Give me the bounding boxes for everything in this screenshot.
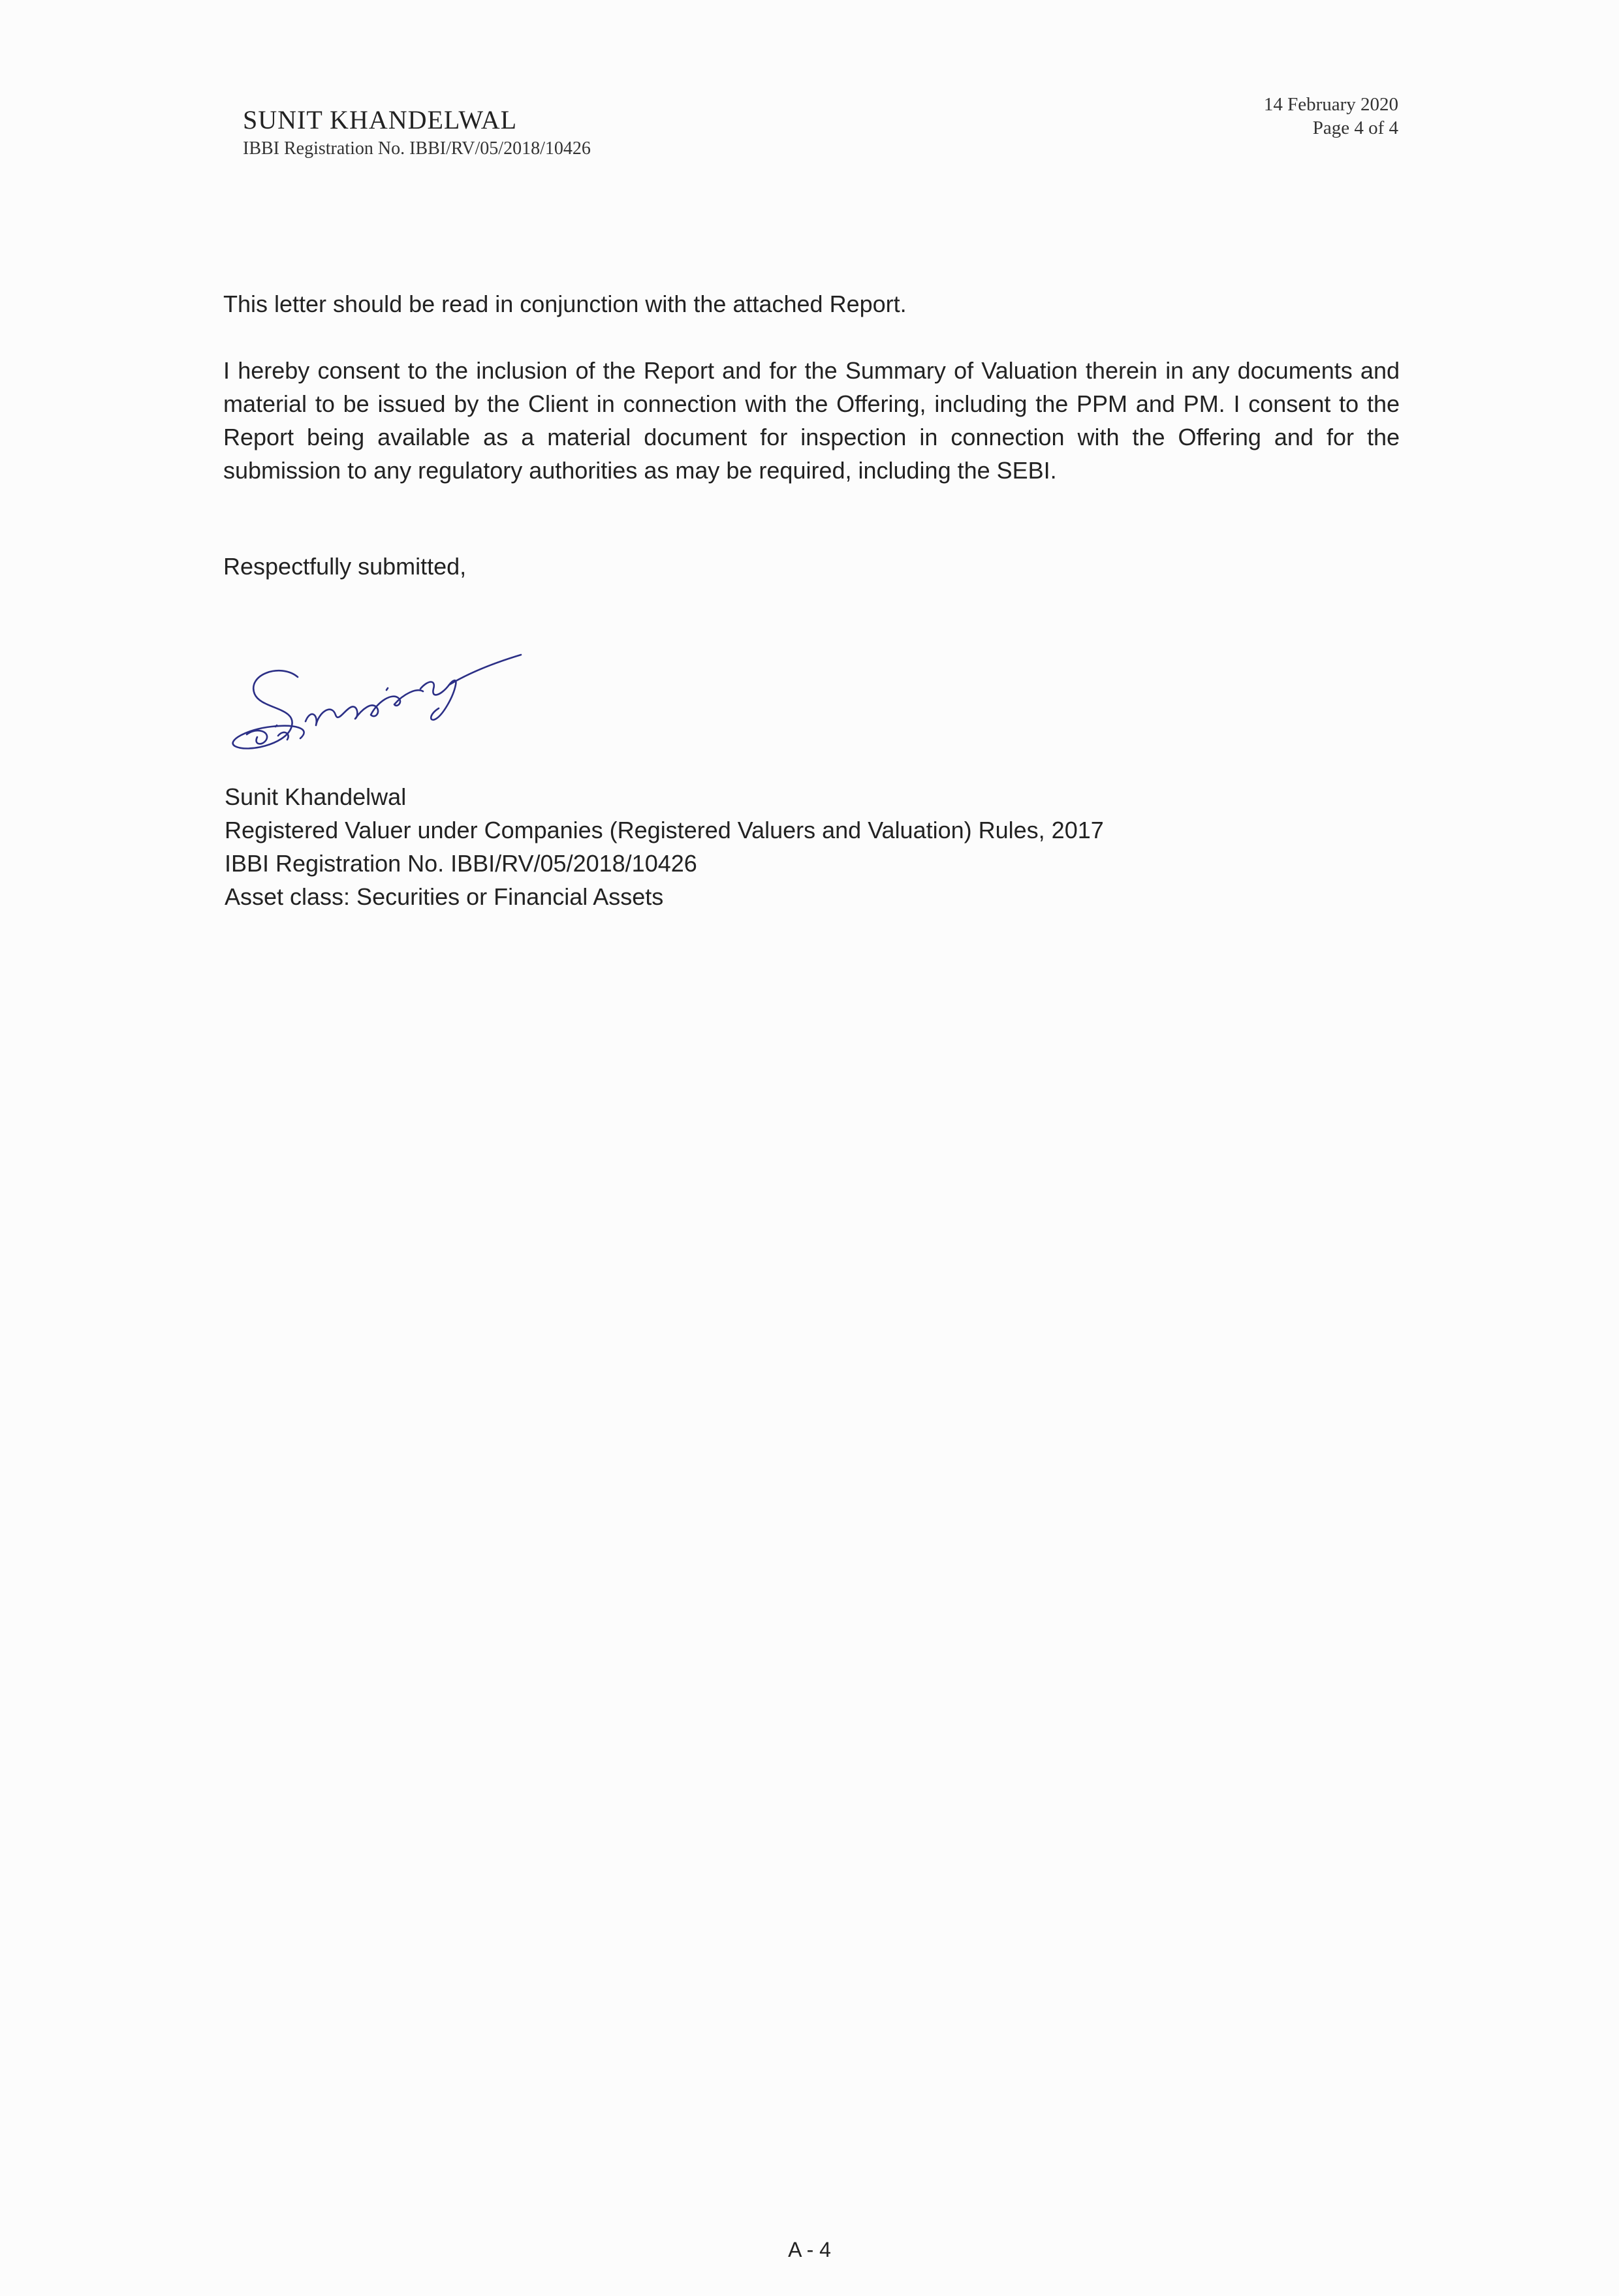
handwritten-signature <box>221 617 560 774</box>
signatory-title: Registered Valuer under Companies (Registered Valuers and Valuation) Rules, 2017 <box>225 817 1104 843</box>
paragraph-consent: I hereby consent to the inclusion of the Report and for the Summary of Valuation therein in any documents and material to be issued by the Client in connection with the Offering, including the PPM and PM. I consent to the Report being available as a material document for inspection in connection with the Offering and for the submission to any regulatory authorities as may be required, including the SEBI. <box>223 357 1400 484</box>
page-number: Page 4 of 4 <box>1312 118 1398 138</box>
signatory-name: Sunit Khandelwal <box>225 783 407 810</box>
signatory-block <box>225 780 1104 913</box>
letterhead-registration: IBBI Registration No. IBBI/RV/05/2018/10426 <box>243 138 591 159</box>
footer-page-label: A - 4 <box>788 2238 831 2261</box>
signatory-asset-class: Asset class: Securities or Financial Assets <box>225 883 664 910</box>
letter-date: 14 February 2020 <box>1263 94 1398 115</box>
signatory-registration: IBBI Registration No. IBBI/RV/05/2018/10426 <box>225 850 697 877</box>
letterhead-name: SUNIT KHANDELWAL <box>243 105 518 134</box>
letter-meta <box>1264 93 1398 140</box>
paragraph-conjunction: This letter should be read in conjunction with the attached Report. <box>223 291 907 317</box>
page-footer <box>0 2238 1619 2296</box>
closing-line: Respectfully submitted, <box>223 553 467 580</box>
